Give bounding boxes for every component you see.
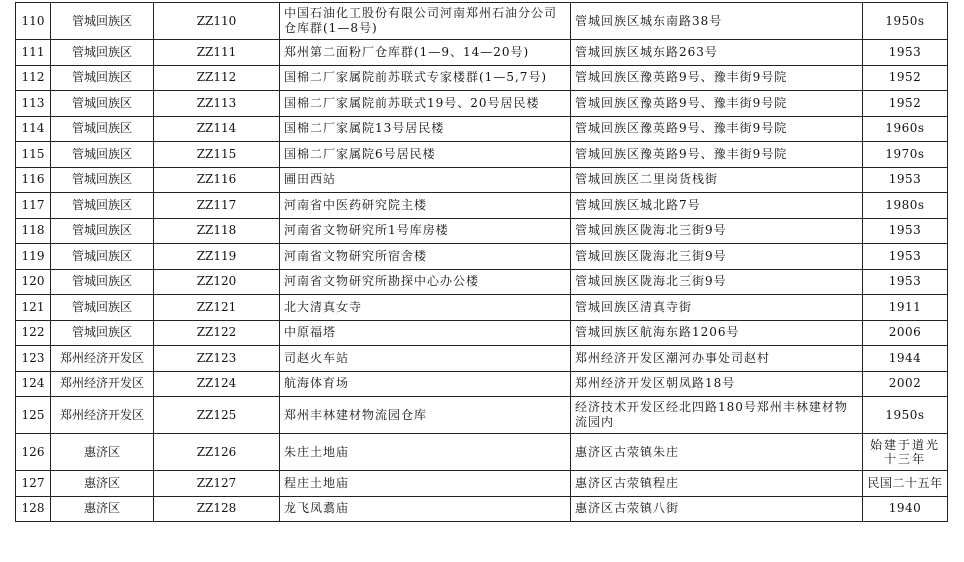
year-cell: 1960s (863, 116, 948, 142)
row-number: 123 (16, 346, 51, 372)
row-number: 116 (16, 167, 51, 193)
year-cell: 1970s (863, 142, 948, 168)
district-cell: 管城回族区 (51, 142, 154, 168)
table-row (16, 3, 948, 40)
address-cell: 管城回族区豫英路9号、豫丰街9号院 (571, 65, 863, 91)
code-cell: ZZ118 (154, 218, 280, 244)
building-name-cell: 郑州第二面粉厂仓库群(1—9、14—20号) (280, 40, 571, 66)
building-name-cell: 郑州丰林建材物流园仓库 (280, 397, 571, 434)
table-row (16, 91, 948, 117)
district-cell: 惠济区 (51, 434, 154, 471)
row-number: 127 (16, 471, 51, 497)
address-cell: 管城回族区清真寺街 (571, 295, 863, 321)
table-row (16, 65, 948, 91)
district-cell: 郑州经济开发区 (51, 371, 154, 397)
code-cell: ZZ116 (154, 167, 280, 193)
code-cell: ZZ124 (154, 371, 280, 397)
district-cell: 管城回族区 (51, 116, 154, 142)
year-cell: 1911 (863, 295, 948, 321)
district-cell: 管城回族区 (51, 218, 154, 244)
code-cell: ZZ120 (154, 269, 280, 295)
building-name-cell: 北大清真女寺 (280, 295, 571, 321)
building-name-cell: 中国石油化工股份有限公司河南郑州石油分公司仓库群(1—8号) (280, 3, 571, 40)
address-cell: 管城回族区城东路263号 (571, 40, 863, 66)
year-cell: 1952 (863, 65, 948, 91)
building-name-cell: 河南省文物研究所1号库房楼 (280, 218, 571, 244)
building-name-cell: 河南省文物研究所勘探中心办公楼 (280, 269, 571, 295)
code-cell: ZZ123 (154, 346, 280, 372)
address-cell: 管城回族区城北路7号 (571, 193, 863, 219)
code-cell: ZZ110 (154, 3, 280, 40)
address-cell: 管城回族区陇海北三街9号 (571, 269, 863, 295)
row-number: 125 (16, 397, 51, 434)
district-cell: 郑州经济开发区 (51, 346, 154, 372)
row-number: 112 (16, 65, 51, 91)
district-cell: 管城回族区 (51, 40, 154, 66)
table-row (16, 496, 948, 522)
year-cell: 2006 (863, 320, 948, 346)
district-cell: 管城回族区 (51, 65, 154, 91)
district-cell: 管城回族区 (51, 320, 154, 346)
building-name-cell: 圃田西站 (280, 167, 571, 193)
district-cell: 管城回族区 (51, 269, 154, 295)
address-cell: 管城回族区航海东路1206号 (571, 320, 863, 346)
code-cell: ZZ111 (154, 40, 280, 66)
year-cell: 1953 (863, 244, 948, 270)
building-name-cell: 龙飞凤翥庙 (280, 496, 571, 522)
building-name-cell: 河南省中医药研究院主楼 (280, 193, 571, 219)
year-cell: 1953 (863, 218, 948, 244)
address-cell: 经济技术开发区经北四路180号郑州丰林建材物流园内 (571, 397, 863, 434)
year-cell: 1952 (863, 91, 948, 117)
building-name-cell: 国棉二厂家属院前苏联式19号、20号居民楼 (280, 91, 571, 117)
address-cell: 郑州经济开发区潮河办事处司赵村 (571, 346, 863, 372)
row-number: 124 (16, 371, 51, 397)
code-cell: ZZ121 (154, 295, 280, 321)
code-cell: ZZ119 (154, 244, 280, 270)
table-row (16, 471, 948, 497)
year-cell: 1953 (863, 40, 948, 66)
year-cell: 1940 (863, 496, 948, 522)
year-cell: 1944 (863, 346, 948, 372)
table-row (16, 167, 948, 193)
building-name-cell: 河南省文物研究所宿舍楼 (280, 244, 571, 270)
code-cell: ZZ128 (154, 496, 280, 522)
district-cell: 管城回族区 (51, 193, 154, 219)
row-number: 128 (16, 496, 51, 522)
address-cell: 管城回族区陇海北三街9号 (571, 244, 863, 270)
row-number: 115 (16, 142, 51, 168)
code-cell: ZZ122 (154, 320, 280, 346)
building-name-cell: 朱庄土地庙 (280, 434, 571, 471)
table-row (16, 218, 948, 244)
heritage-buildings-table (15, 2, 948, 522)
table-row (16, 397, 948, 434)
row-number: 118 (16, 218, 51, 244)
code-cell: ZZ113 (154, 91, 280, 117)
code-cell: ZZ125 (154, 397, 280, 434)
table-row (16, 40, 948, 66)
row-number: 114 (16, 116, 51, 142)
row-number: 120 (16, 269, 51, 295)
code-cell: ZZ114 (154, 116, 280, 142)
code-cell: ZZ127 (154, 471, 280, 497)
district-cell: 管城回族区 (51, 3, 154, 40)
address-cell: 管城回族区陇海北三街9号 (571, 218, 863, 244)
row-number: 111 (16, 40, 51, 66)
row-number: 126 (16, 434, 51, 471)
district-cell: 管城回族区 (51, 295, 154, 321)
address-cell: 郑州经济开发区朝凤路18号 (571, 371, 863, 397)
year-cell: 始建于道光十三年 (863, 434, 948, 471)
building-name-cell: 程庄土地庙 (280, 471, 571, 497)
table-row (16, 320, 948, 346)
year-cell: 1950s (863, 397, 948, 434)
building-name-cell: 国棉二厂家属院6号居民楼 (280, 142, 571, 168)
table-row (16, 346, 948, 372)
code-cell: ZZ115 (154, 142, 280, 168)
address-cell: 惠济区古荥镇程庄 (571, 471, 863, 497)
building-name-cell: 国棉二厂家属院13号居民楼 (280, 116, 571, 142)
code-cell: ZZ126 (154, 434, 280, 471)
district-cell: 惠济区 (51, 496, 154, 522)
building-name-cell: 航海体育场 (280, 371, 571, 397)
table-row (16, 142, 948, 168)
address-cell: 惠济区古荥镇八街 (571, 496, 863, 522)
code-cell: ZZ117 (154, 193, 280, 219)
district-cell: 惠济区 (51, 471, 154, 497)
building-name-cell: 中原福塔 (280, 320, 571, 346)
row-number: 119 (16, 244, 51, 270)
district-cell: 管城回族区 (51, 91, 154, 117)
row-number: 117 (16, 193, 51, 219)
row-number: 122 (16, 320, 51, 346)
district-cell: 管城回族区 (51, 244, 154, 270)
building-name-cell: 司赵火车站 (280, 346, 571, 372)
address-cell: 惠济区古荥镇朱庄 (571, 434, 863, 471)
table-row (16, 116, 948, 142)
table-body (16, 3, 948, 522)
district-cell: 郑州经济开发区 (51, 397, 154, 434)
code-cell: ZZ112 (154, 65, 280, 91)
year-cell: 1980s (863, 193, 948, 219)
year-cell: 1953 (863, 269, 948, 295)
address-cell: 管城回族区豫英路9号、豫丰街9号院 (571, 91, 863, 117)
table-row (16, 269, 948, 295)
address-cell: 管城回族区二里岗货栈街 (571, 167, 863, 193)
row-number: 121 (16, 295, 51, 321)
year-cell: 1953 (863, 167, 948, 193)
table-row (16, 434, 948, 471)
year-cell: 民国二十五年 (863, 471, 948, 497)
district-cell: 管城回族区 (51, 167, 154, 193)
year-cell: 1950s (863, 3, 948, 40)
year-cell: 2002 (863, 371, 948, 397)
address-cell: 管城回族区豫英路9号、豫丰街9号院 (571, 142, 863, 168)
table-row (16, 371, 948, 397)
table-row (16, 295, 948, 321)
building-name-cell: 国棉二厂家属院前苏联式专家楼群(1—5,7号) (280, 65, 571, 91)
row-number: 110 (16, 3, 51, 40)
address-cell: 管城回族区城东南路38号 (571, 3, 863, 40)
row-number: 113 (16, 91, 51, 117)
table-row (16, 193, 948, 219)
table-row (16, 244, 948, 270)
address-cell: 管城回族区豫英路9号、豫丰街9号院 (571, 116, 863, 142)
